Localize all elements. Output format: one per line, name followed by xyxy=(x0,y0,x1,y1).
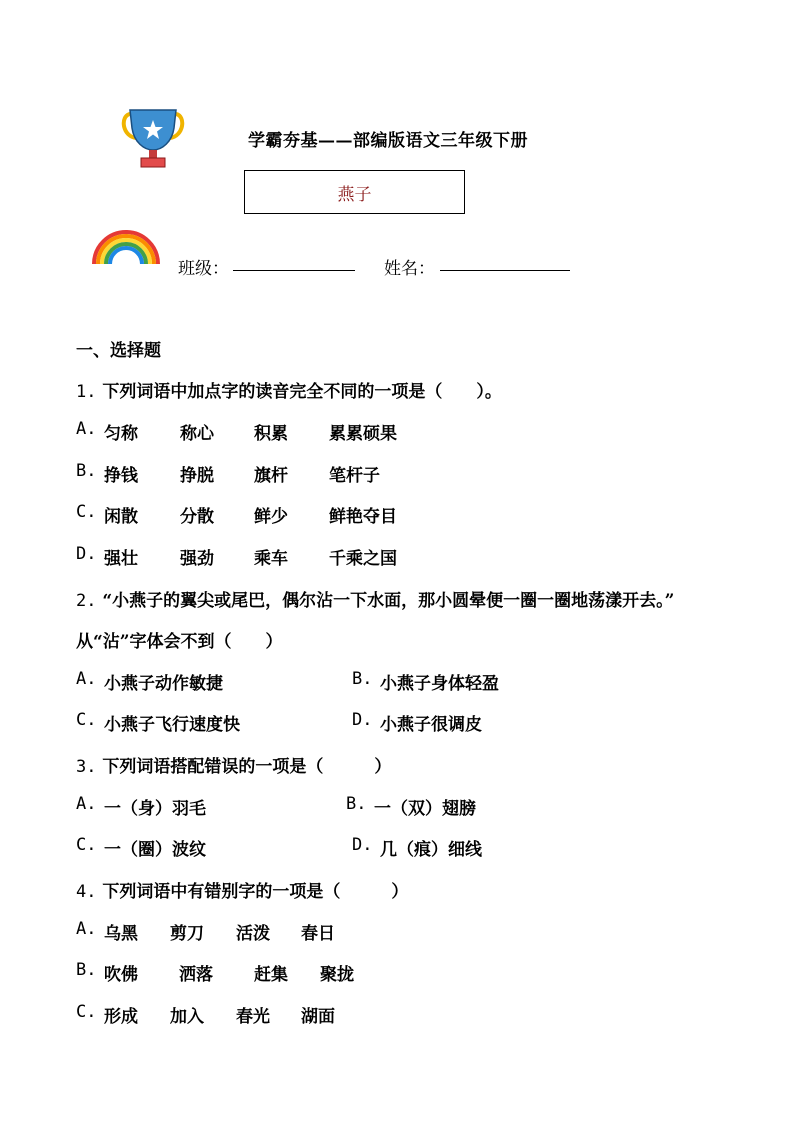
option-word: 吹佛 xyxy=(104,965,138,985)
option-word: 剪刀 xyxy=(170,924,204,944)
option-text: 一（身）羽毛 xyxy=(104,799,206,819)
option-word: 加入 xyxy=(170,1007,204,1027)
option-word: 闲散 xyxy=(104,507,138,527)
option-letter[interactable]: B. xyxy=(352,669,373,689)
option-letter[interactable]: C. xyxy=(76,835,97,855)
option-word: 累累硕果 xyxy=(329,424,397,444)
option-word: 笔杆子 xyxy=(329,466,380,486)
class-field[interactable] xyxy=(233,270,355,271)
lesson-title-box xyxy=(244,170,465,214)
option-letter[interactable]: A. xyxy=(76,919,97,939)
name-label: 姓名： xyxy=(384,259,435,279)
option-text: 小燕子飞行速度快 xyxy=(104,715,240,735)
option-text: 几（痕）细线 xyxy=(380,840,482,860)
option-word: 乌黑 xyxy=(104,924,138,944)
option-word: 挣脱 xyxy=(180,466,214,486)
option-word: 聚拢 xyxy=(320,965,354,985)
question-2-continued: 从“沾”字体会不到（ ） xyxy=(76,632,283,652)
option-word: 湖面 xyxy=(301,1007,335,1027)
option-letter[interactable]: D. xyxy=(76,544,97,564)
option-word: 挣钱 xyxy=(104,466,138,486)
option-word: 形成 xyxy=(104,1007,138,1027)
question-3: 3. 下列词语搭配错误的一项是（ ） xyxy=(76,757,392,777)
option-word: 强壮 xyxy=(104,549,138,569)
option-letter[interactable]: B. xyxy=(76,461,97,481)
option-word: 匀称 xyxy=(104,424,138,444)
trophy-icon xyxy=(118,106,188,170)
option-text: 一（双）翅膀 xyxy=(374,799,476,819)
option-word: 旗杆 xyxy=(254,466,288,486)
question-4: 4. 下列词语中有错别字的一项是（ ） xyxy=(76,882,409,902)
option-letter[interactable]: C. xyxy=(76,502,97,522)
question-2: 2. “小燕子的翼尖或尾巴，偶尔沾一下水面，那小圆晕便一圈一圈地荡漾开去。” xyxy=(76,591,675,611)
option-letter[interactable]: A. xyxy=(76,669,97,689)
option-word: 赶集 xyxy=(254,965,288,985)
option-text: 小燕子很调皮 xyxy=(380,715,482,735)
option-letter[interactable]: D. xyxy=(352,835,373,855)
option-word: 活泼 xyxy=(236,924,270,944)
option-word: 洒落 xyxy=(179,965,213,985)
option-word: 鲜少 xyxy=(254,507,288,527)
class-label: 班级： xyxy=(178,259,229,279)
option-word: 强劲 xyxy=(180,549,214,569)
option-letter[interactable]: A. xyxy=(76,419,97,439)
option-letter[interactable]: D. xyxy=(352,710,373,730)
option-letter[interactable]: C. xyxy=(76,710,97,730)
lesson-title: 燕子 xyxy=(337,184,372,205)
option-word: 春光 xyxy=(236,1007,270,1027)
option-word: 分散 xyxy=(180,507,214,527)
option-text: 小燕子身体轻盈 xyxy=(380,674,499,694)
option-letter[interactable]: B. xyxy=(76,960,97,980)
option-text: 一（圈）波纹 xyxy=(104,840,206,860)
option-word: 千乘之国 xyxy=(329,549,397,569)
section-title: 一、选择题 xyxy=(76,341,161,361)
option-word: 称心 xyxy=(180,424,214,444)
option-word: 乘车 xyxy=(254,549,288,569)
option-letter[interactable]: A. xyxy=(76,794,97,814)
option-letter[interactable]: B. xyxy=(346,794,367,814)
option-text: 小燕子动作敏捷 xyxy=(104,674,223,694)
question-1: 1. 下列词语中加点字的读音完全不同的一项是（ ）。 xyxy=(76,382,502,402)
rainbow-icon xyxy=(90,226,162,266)
name-field[interactable] xyxy=(440,270,570,271)
option-word: 积累 xyxy=(254,424,288,444)
option-letter[interactable]: C. xyxy=(76,1002,97,1022)
option-word: 春日 xyxy=(301,924,335,944)
option-word: 鲜艳夺目 xyxy=(329,507,397,527)
page-title: 学霸夯基——部编版语文三年级下册 xyxy=(248,131,528,151)
